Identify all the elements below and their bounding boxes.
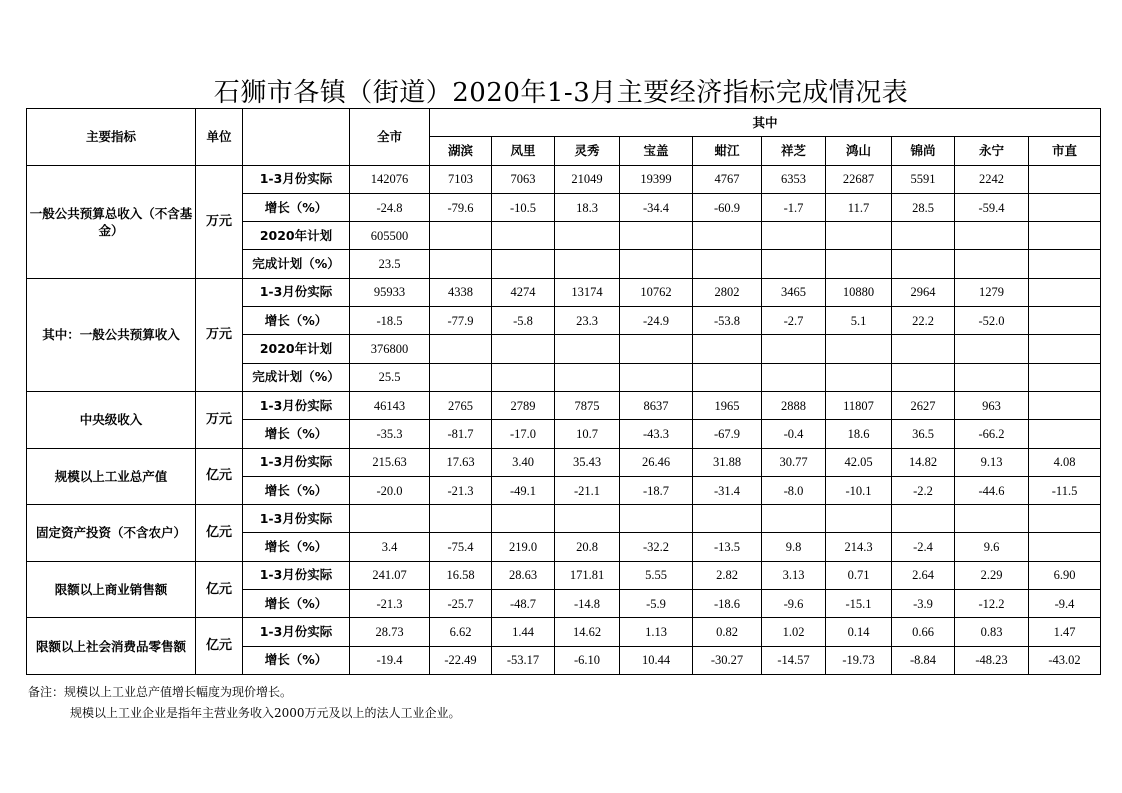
city-value: -20.0 bbox=[350, 476, 430, 504]
town-value: -24.9 bbox=[620, 307, 693, 335]
town-value: 9.13 bbox=[955, 448, 1029, 476]
row-label: 1-3月份实际 bbox=[243, 165, 350, 193]
city-value: 376800 bbox=[350, 335, 430, 363]
town-value bbox=[693, 363, 762, 391]
town-value: 171.81 bbox=[555, 561, 620, 589]
town-value: -8.84 bbox=[892, 646, 955, 674]
town-value: -9.6 bbox=[762, 590, 826, 618]
page-title: 石狮市各镇（街道）2020年1-3月主要经济指标完成情况表 bbox=[213, 78, 909, 108]
town-value: -3.9 bbox=[892, 590, 955, 618]
town-value: -44.6 bbox=[955, 476, 1029, 504]
town-value: 0.82 bbox=[693, 618, 762, 646]
town-value bbox=[430, 250, 492, 278]
town-value: 5591 bbox=[892, 165, 955, 193]
town-value: -15.1 bbox=[826, 590, 892, 618]
town-value: 1279 bbox=[955, 278, 1029, 306]
town-value: -75.4 bbox=[430, 533, 492, 561]
row-label: 1-3月份实际 bbox=[243, 391, 350, 419]
town-value: 31.88 bbox=[693, 448, 762, 476]
town-value bbox=[430, 335, 492, 363]
town-value bbox=[555, 363, 620, 391]
town-value: -43.02 bbox=[1029, 646, 1101, 674]
town-value bbox=[555, 505, 620, 533]
town-value: 0.66 bbox=[892, 618, 955, 646]
town-value: 2627 bbox=[892, 391, 955, 419]
city-value: 23.5 bbox=[350, 250, 430, 278]
town-value: -9.4 bbox=[1029, 590, 1101, 618]
town-value bbox=[892, 335, 955, 363]
city-value: -19.4 bbox=[350, 646, 430, 674]
row-label: 增长（%） bbox=[243, 307, 350, 335]
town-value: 22687 bbox=[826, 165, 892, 193]
town-value: -49.1 bbox=[492, 476, 555, 504]
town-value bbox=[762, 335, 826, 363]
town-value: 4767 bbox=[693, 165, 762, 193]
town-value bbox=[892, 222, 955, 250]
header-town: 灵秀 bbox=[555, 137, 620, 165]
town-value: -10.5 bbox=[492, 193, 555, 221]
town-value: -34.4 bbox=[620, 193, 693, 221]
town-value: -2.4 bbox=[892, 533, 955, 561]
town-value bbox=[762, 505, 826, 533]
city-value: -21.3 bbox=[350, 590, 430, 618]
town-value: -14.57 bbox=[762, 646, 826, 674]
town-value bbox=[1029, 391, 1101, 419]
town-value bbox=[892, 250, 955, 278]
town-value bbox=[620, 505, 693, 533]
town-value bbox=[555, 335, 620, 363]
town-value: 7103 bbox=[430, 165, 492, 193]
indicator-unit: 万元 bbox=[196, 278, 243, 391]
header-town: 宝盖 bbox=[620, 137, 693, 165]
town-value: 6.90 bbox=[1029, 561, 1101, 589]
header-town: 锦尚 bbox=[892, 137, 955, 165]
town-value: 2964 bbox=[892, 278, 955, 306]
town-value: 1965 bbox=[693, 391, 762, 419]
town-value: 7063 bbox=[492, 165, 555, 193]
town-value bbox=[1029, 222, 1101, 250]
row-label: 增长（%） bbox=[243, 533, 350, 561]
city-value: 46143 bbox=[350, 391, 430, 419]
town-value bbox=[555, 222, 620, 250]
town-value bbox=[762, 250, 826, 278]
town-value: 4.08 bbox=[1029, 448, 1101, 476]
town-value: -14.8 bbox=[555, 590, 620, 618]
table-row bbox=[27, 165, 1101, 193]
city-value: -18.5 bbox=[350, 307, 430, 335]
header-town: 永宁 bbox=[955, 137, 1029, 165]
city-value: 215.63 bbox=[350, 448, 430, 476]
town-value: 22.2 bbox=[892, 307, 955, 335]
town-value: 9.6 bbox=[955, 533, 1029, 561]
town-value: 3.13 bbox=[762, 561, 826, 589]
town-value bbox=[1029, 363, 1101, 391]
row-label: 完成计划（%） bbox=[243, 363, 350, 391]
town-value: 10880 bbox=[826, 278, 892, 306]
town-value bbox=[1029, 278, 1101, 306]
town-value: 10.44 bbox=[620, 646, 693, 674]
header-town: 凤里 bbox=[492, 137, 555, 165]
town-value: 14.62 bbox=[555, 618, 620, 646]
town-value: -2.2 bbox=[892, 476, 955, 504]
indicator-unit: 万元 bbox=[196, 165, 243, 278]
town-value: -53.17 bbox=[492, 646, 555, 674]
indicator-name: 一般公共预算总收入（不含基金） bbox=[27, 165, 196, 278]
header-blank bbox=[243, 109, 350, 166]
town-value: -60.9 bbox=[693, 193, 762, 221]
town-value: 13174 bbox=[555, 278, 620, 306]
town-value: 1.13 bbox=[620, 618, 693, 646]
town-value: -8.0 bbox=[762, 476, 826, 504]
table-row bbox=[27, 391, 1101, 419]
town-value: 17.63 bbox=[430, 448, 492, 476]
town-value bbox=[826, 505, 892, 533]
town-value bbox=[892, 363, 955, 391]
header-city: 全市 bbox=[350, 109, 430, 166]
row-label: 增长（%） bbox=[243, 420, 350, 448]
town-value: 18.6 bbox=[826, 420, 892, 448]
town-value bbox=[693, 335, 762, 363]
town-value: 28.5 bbox=[892, 193, 955, 221]
city-value: -35.3 bbox=[350, 420, 430, 448]
town-value: 5.1 bbox=[826, 307, 892, 335]
table-row bbox=[27, 561, 1101, 589]
town-value bbox=[492, 250, 555, 278]
row-label: 完成计划（%） bbox=[243, 250, 350, 278]
town-value bbox=[826, 363, 892, 391]
city-value: 25.5 bbox=[350, 363, 430, 391]
town-value: 5.55 bbox=[620, 561, 693, 589]
town-value bbox=[955, 363, 1029, 391]
town-value: 18.3 bbox=[555, 193, 620, 221]
town-value: 2802 bbox=[693, 278, 762, 306]
town-value: 1.47 bbox=[1029, 618, 1101, 646]
town-value: 36.5 bbox=[892, 420, 955, 448]
city-value: 605500 bbox=[350, 222, 430, 250]
indicator-unit: 亿元 bbox=[196, 448, 243, 505]
town-value bbox=[826, 222, 892, 250]
town-value: 9.8 bbox=[762, 533, 826, 561]
town-value bbox=[492, 505, 555, 533]
town-value: -67.9 bbox=[693, 420, 762, 448]
row-label: 1-3月份实际 bbox=[243, 448, 350, 476]
town-value: -81.7 bbox=[430, 420, 492, 448]
town-value: 28.63 bbox=[492, 561, 555, 589]
header-town: 蚶江 bbox=[693, 137, 762, 165]
indicator-unit: 亿元 bbox=[196, 505, 243, 562]
town-value: 2.82 bbox=[693, 561, 762, 589]
town-value: 963 bbox=[955, 391, 1029, 419]
header-among: 其中 bbox=[430, 109, 1101, 137]
town-value bbox=[620, 250, 693, 278]
town-value bbox=[492, 222, 555, 250]
town-value: 0.14 bbox=[826, 618, 892, 646]
town-value bbox=[955, 505, 1029, 533]
town-value: -53.8 bbox=[693, 307, 762, 335]
town-value: -21.3 bbox=[430, 476, 492, 504]
town-value: -25.7 bbox=[430, 590, 492, 618]
town-value: 2.64 bbox=[892, 561, 955, 589]
indicator-name: 限额以上社会消费品零售额 bbox=[27, 618, 196, 675]
row-label: 增长（%） bbox=[243, 476, 350, 504]
town-value: 4338 bbox=[430, 278, 492, 306]
town-value: 16.58 bbox=[430, 561, 492, 589]
header-town: 市直 bbox=[1029, 137, 1101, 165]
town-value: -22.49 bbox=[430, 646, 492, 674]
town-value: 42.05 bbox=[826, 448, 892, 476]
town-value bbox=[955, 222, 1029, 250]
town-value: 19399 bbox=[620, 165, 693, 193]
header-unit: 单位 bbox=[196, 109, 243, 166]
town-value bbox=[430, 222, 492, 250]
town-value: -2.7 bbox=[762, 307, 826, 335]
town-value: 2765 bbox=[430, 391, 492, 419]
town-value bbox=[1029, 193, 1101, 221]
town-value bbox=[1029, 307, 1101, 335]
town-value: 3.40 bbox=[492, 448, 555, 476]
indicator-name: 限额以上商业销售额 bbox=[27, 561, 196, 618]
town-value: 2.29 bbox=[955, 561, 1029, 589]
table-row bbox=[27, 278, 1101, 306]
header-town: 鸿山 bbox=[826, 137, 892, 165]
town-value bbox=[1029, 420, 1101, 448]
town-value bbox=[1029, 165, 1101, 193]
indicator-unit: 万元 bbox=[196, 391, 243, 448]
town-value bbox=[620, 363, 693, 391]
town-value bbox=[1029, 335, 1101, 363]
note-line-1: 备注：规模以上工业总产值增长幅度为现价增长。 bbox=[28, 685, 293, 699]
table-row bbox=[27, 505, 1101, 533]
city-value: 3.4 bbox=[350, 533, 430, 561]
town-value: 2888 bbox=[762, 391, 826, 419]
city-value: 95933 bbox=[350, 278, 430, 306]
town-value: -10.1 bbox=[826, 476, 892, 504]
town-value bbox=[693, 222, 762, 250]
indicator-table bbox=[26, 108, 1101, 675]
town-value: -17.0 bbox=[492, 420, 555, 448]
row-label: 增长（%） bbox=[243, 193, 350, 221]
town-value: 6353 bbox=[762, 165, 826, 193]
town-value: 1.44 bbox=[492, 618, 555, 646]
header-town: 湖滨 bbox=[430, 137, 492, 165]
town-value bbox=[955, 250, 1029, 278]
town-value: 14.82 bbox=[892, 448, 955, 476]
town-value bbox=[826, 250, 892, 278]
town-value bbox=[892, 505, 955, 533]
town-value: 2242 bbox=[955, 165, 1029, 193]
row-label: 2020年计划 bbox=[243, 222, 350, 250]
row-label: 2020年计划 bbox=[243, 335, 350, 363]
town-value: -1.7 bbox=[762, 193, 826, 221]
town-value: 2789 bbox=[492, 391, 555, 419]
town-value: 219.0 bbox=[492, 533, 555, 561]
town-value: 0.71 bbox=[826, 561, 892, 589]
town-value bbox=[1029, 250, 1101, 278]
town-value: -48.23 bbox=[955, 646, 1029, 674]
town-value: 20.8 bbox=[555, 533, 620, 561]
row-label: 增长（%） bbox=[243, 646, 350, 674]
town-value: 214.3 bbox=[826, 533, 892, 561]
town-value: -11.5 bbox=[1029, 476, 1101, 504]
town-value: -0.4 bbox=[762, 420, 826, 448]
town-value: 3465 bbox=[762, 278, 826, 306]
town-value: 7875 bbox=[555, 391, 620, 419]
town-value: 23.3 bbox=[555, 307, 620, 335]
town-value: 11807 bbox=[826, 391, 892, 419]
town-value bbox=[1029, 533, 1101, 561]
town-value: 35.43 bbox=[555, 448, 620, 476]
town-value: 30.77 bbox=[762, 448, 826, 476]
town-value bbox=[492, 363, 555, 391]
row-label: 1-3月份实际 bbox=[243, 618, 350, 646]
town-value: -77.9 bbox=[430, 307, 492, 335]
town-value: 6.62 bbox=[430, 618, 492, 646]
town-value: -79.6 bbox=[430, 193, 492, 221]
town-value: -19.73 bbox=[826, 646, 892, 674]
city-value: 142076 bbox=[350, 165, 430, 193]
town-value bbox=[693, 505, 762, 533]
city-value: -24.8 bbox=[350, 193, 430, 221]
town-value bbox=[620, 222, 693, 250]
town-value bbox=[620, 335, 693, 363]
town-value: -32.2 bbox=[620, 533, 693, 561]
indicator-unit: 亿元 bbox=[196, 618, 243, 675]
town-value: -31.4 bbox=[693, 476, 762, 504]
table-row bbox=[27, 618, 1101, 646]
town-value: -18.6 bbox=[693, 590, 762, 618]
town-value bbox=[762, 363, 826, 391]
city-value: 28.73 bbox=[350, 618, 430, 646]
town-value: -43.3 bbox=[620, 420, 693, 448]
header-row-1 bbox=[27, 109, 1101, 137]
town-value: -6.10 bbox=[555, 646, 620, 674]
indicator-name: 固定资产投资（不含农户） bbox=[27, 505, 196, 562]
row-label: 1-3月份实际 bbox=[243, 278, 350, 306]
town-value: 11.7 bbox=[826, 193, 892, 221]
town-value: -30.27 bbox=[693, 646, 762, 674]
indicator-unit: 亿元 bbox=[196, 561, 243, 618]
town-value bbox=[762, 222, 826, 250]
town-value: 1.02 bbox=[762, 618, 826, 646]
town-value: 0.83 bbox=[955, 618, 1029, 646]
town-value: -13.5 bbox=[693, 533, 762, 561]
town-value bbox=[430, 363, 492, 391]
note-line-2: 规模以上工业企业是指年主营业务收入2000万元及以上的法人工业企业。 bbox=[70, 706, 461, 720]
town-value: 21049 bbox=[555, 165, 620, 193]
town-value: 8637 bbox=[620, 391, 693, 419]
indicator-name: 规模以上工业总产值 bbox=[27, 448, 196, 505]
town-value bbox=[693, 250, 762, 278]
town-value: -18.7 bbox=[620, 476, 693, 504]
town-value: -59.4 bbox=[955, 193, 1029, 221]
town-value: -5.8 bbox=[492, 307, 555, 335]
town-value: -52.0 bbox=[955, 307, 1029, 335]
town-value bbox=[492, 335, 555, 363]
town-value: -21.1 bbox=[555, 476, 620, 504]
row-label: 增长（%） bbox=[243, 590, 350, 618]
town-value bbox=[955, 335, 1029, 363]
town-value bbox=[826, 335, 892, 363]
town-value: -66.2 bbox=[955, 420, 1029, 448]
town-value: 26.46 bbox=[620, 448, 693, 476]
town-value: -12.2 bbox=[955, 590, 1029, 618]
town-value: 4274 bbox=[492, 278, 555, 306]
town-value bbox=[430, 505, 492, 533]
town-value bbox=[555, 250, 620, 278]
indicator-name: 其中：一般公共预算收入 bbox=[27, 278, 196, 391]
row-label: 1-3月份实际 bbox=[243, 505, 350, 533]
town-value bbox=[1029, 505, 1101, 533]
header-town: 祥芝 bbox=[762, 137, 826, 165]
town-value: 10762 bbox=[620, 278, 693, 306]
row-label: 1-3月份实际 bbox=[243, 561, 350, 589]
city-value: 241.07 bbox=[350, 561, 430, 589]
header-indicator: 主要指标 bbox=[27, 109, 196, 166]
city-value bbox=[350, 505, 430, 533]
table-row bbox=[27, 448, 1101, 476]
town-value: -5.9 bbox=[620, 590, 693, 618]
indicator-name: 中央级收入 bbox=[27, 391, 196, 448]
town-value: -48.7 bbox=[492, 590, 555, 618]
town-value: 10.7 bbox=[555, 420, 620, 448]
